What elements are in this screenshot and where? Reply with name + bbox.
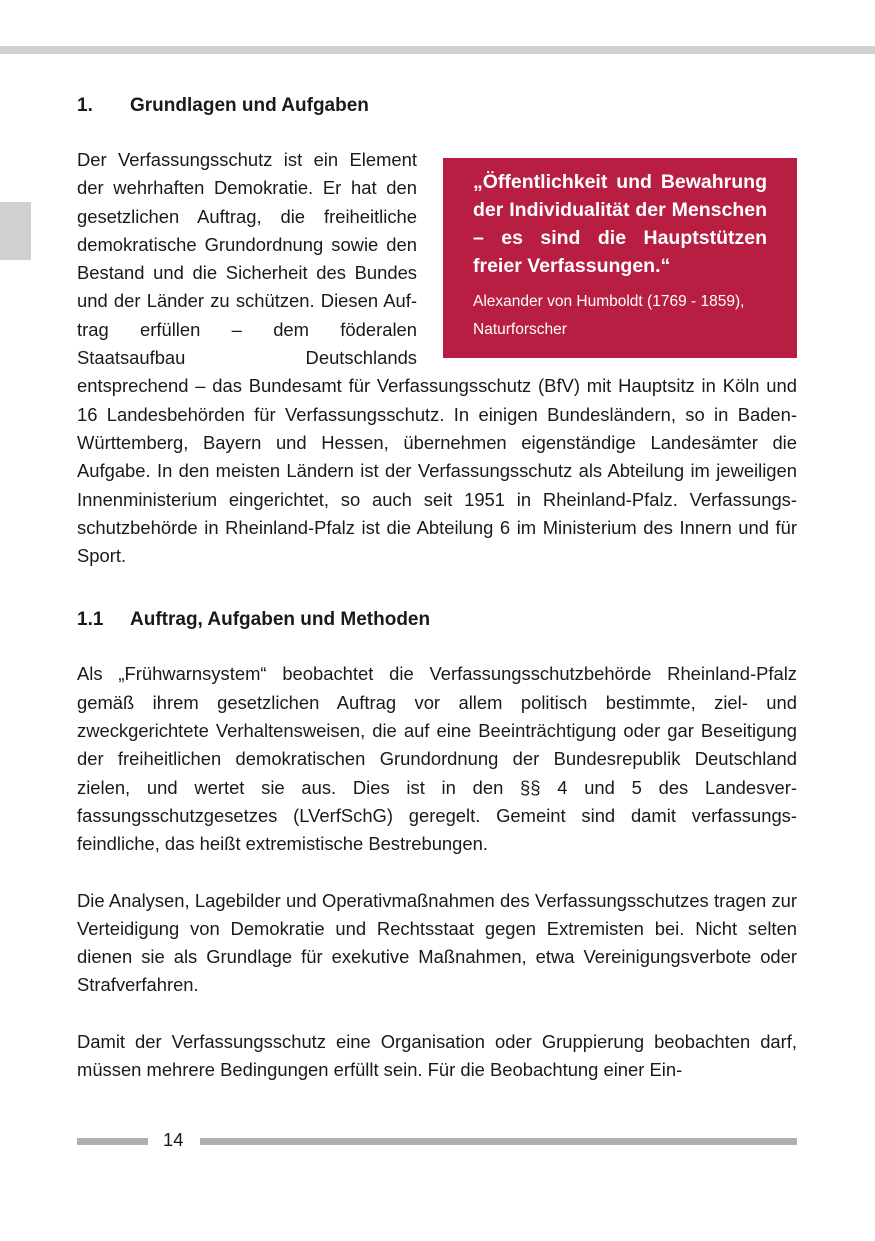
footer-bar-right: [200, 1138, 797, 1145]
quote-box: [443, 158, 797, 358]
section-1-1-paragraph-1: Als „Frühwarnsystem“ beobachtet die Verfassungsschutzbehörde Rheinland-Pfalz gemäß ihrem gesetzlichen Auftrag vor allem politisch bestimmte, ziel- und zweckgerichtete Verhaltensweisen, die auf eine Beeinträchtigung oder gar Beseitigung der freiheitlichen demokratischen Grundordnung der Bundesrepublik Deutschland zielen, und wertet sie aus. Dies ist in den §§ 4 und 5 des Landesverfassungsschutzgesetzes (LVerfSchG) geregelt. Gemeint sind damit verfassungsfeindliche, das heißt extremistische Bestrebungen.: [77, 663, 797, 855]
section-1-heading: [77, 92, 797, 120]
page-footer: [77, 1128, 797, 1152]
page-content: [77, 92, 797, 1084]
page-number: 14: [163, 1129, 184, 1150]
chapter-side-tab: [0, 202, 31, 260]
section-1-1-paragraph-3: Damit der Verfassungsschutz eine Organisation oder Gruppierung beobachten darf, müssen mehrere Bedingungen erfüllt sein. Für die Beobachtung einer Ein-: [77, 1030, 797, 1081]
section-1-number: 1.: [77, 95, 93, 116]
top-rule: [0, 46, 875, 54]
section-1-1-paragraph-2: Die Analysen, Lagebilder und Operativmaßnahmen des Verfassungsschutzes tragen zur Verteidigung von Demokratie und Rechtsstaat gegen Extremisten bei. Nicht selten dienen sie als Grundlage für exekutive Maßnahmen, etwa Vereinigungsverbote oder Strafverfahren.: [77, 889, 797, 996]
section-1-paragraph: Der Verfassungsschutz ist ein Element der wehrhaften Demokratie. Er hat den gesetzlichen Auftrag, die freiheitliche demokratische Grundordnung sowie den Bestand und die Sicherheit des Bundes und der Länder zu schützen. Diesen Auftrag erfüllen – dem föderalen Staatsaufbau Deutschlands entsprechend – das Bundesamt für Verfassungsschutz (BfV) mit Hauptsitz in Köln und 16 Landesbehörden für Verfassungsschutz. In einigen Bundesländern, so in Baden-Württemberg, Bayern und Hessen, übernehmen eigenständige Landesämter die Aufgabe. In den meisten Ländern ist der Verfassungsschutz als Abteilung im jeweiligen Innenministerium eingerichtet, so auch seit 1951 in Rheinland-Pfalz. Verfassungsschutzbehörde in Rheinland-Pfalz ist die Abteilung 6 im Ministerium des Innern und für Sport.: [77, 149, 797, 567]
quote-text: „Öffentlichkeit und Bewahrung der Individualität der Menschen – es sind die Hauptstützen freier Verfassungen.“: [473, 171, 767, 277]
section-1-title: Grundlagen und Aufgaben: [130, 95, 369, 116]
footer-bar-left: [77, 1138, 148, 1145]
section-1-1-title: Auftrag, Aufgaben und Methoden: [130, 609, 431, 631]
quote-author: Alexander von Humboldt (1769 - 1859), Naturforscher: [473, 293, 745, 338]
section-1-1-heading: [77, 606, 797, 634]
section-1-1-number: 1.1: [77, 609, 104, 631]
section-1-body: [77, 146, 797, 570]
